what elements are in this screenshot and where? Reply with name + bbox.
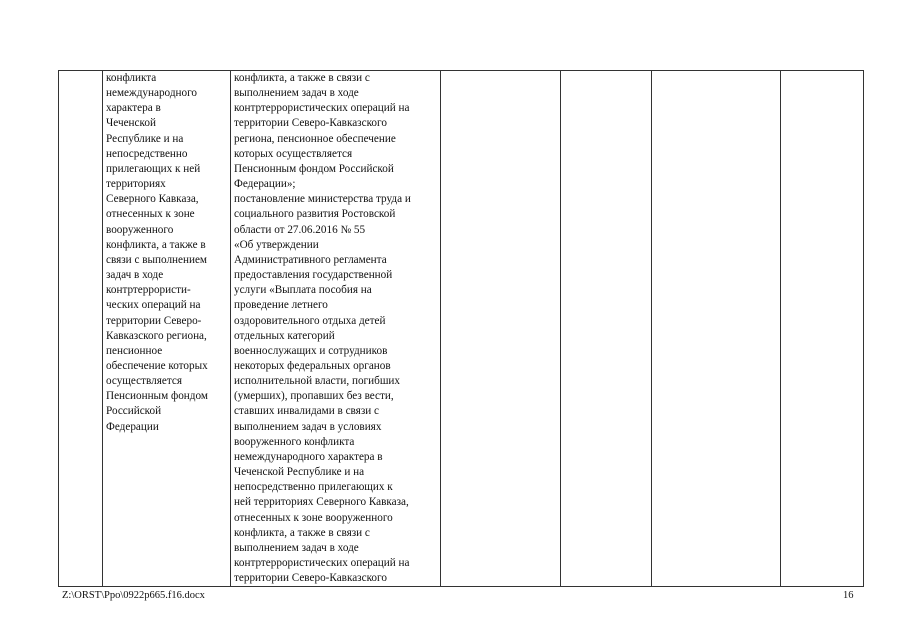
footer-file-path: Z:\ORST\Ppo\0922p665.f16.docx — [62, 590, 205, 601]
table-cell-col6 — [652, 71, 781, 587]
table-cell-number — [59, 71, 103, 587]
content-table — [58, 70, 864, 587]
table-row — [59, 71, 864, 587]
table-cell-category: конфликта немеждународного характера в Чеченской Республике и на непосредственно прилегающих к ней территориях Северного Кавказа, отнесенных к зоне вооруженного конфликта, а также в связи с выполнением задач в ходе контртеррористи- ческих операций на территории Северо- Кавказского региона, пенсионное обеспечение которых осуществляется Пенсионным фондом Российской Федерации — [103, 71, 231, 587]
table-cell-col4 — [441, 71, 561, 587]
table-cell-legal-basis: конфликта, а также в связи с выполнением задач в ходе контртеррористических операций на территории Северо-Кавказского региона, пенсионное обеспечение которых осуществляется Пенсионным фондом Российской Федерации»; постановление министерства труда и социального развития Ростовской области от 27.06.2016 № 55 «Об утверждении Административного регламента предоставления государственной услуги «Выплата пособия на проведение летнего оздоровительного отдыха детей отдельных категорий военнослужащих и сотрудников некоторых федеральных органов исполнительной власти, погибших (умерших), пропавших без вести, ставших инвалидами в связи с выполнением задач в условиях вооруженного конфликта немеждународного характера в Чеченской Республике и на непосредственно прилегающих к ней территориях Северного Кавказа, отнесенных к зоне вооруженного конфликта, а также в связи с выполнением задач в ходе контртеррористических операций на территории Северо-Кавказского — [231, 71, 441, 587]
table-cell-col5 — [561, 71, 652, 587]
table-cell-col7 — [781, 71, 864, 587]
page-number: 16 — [843, 590, 854, 601]
